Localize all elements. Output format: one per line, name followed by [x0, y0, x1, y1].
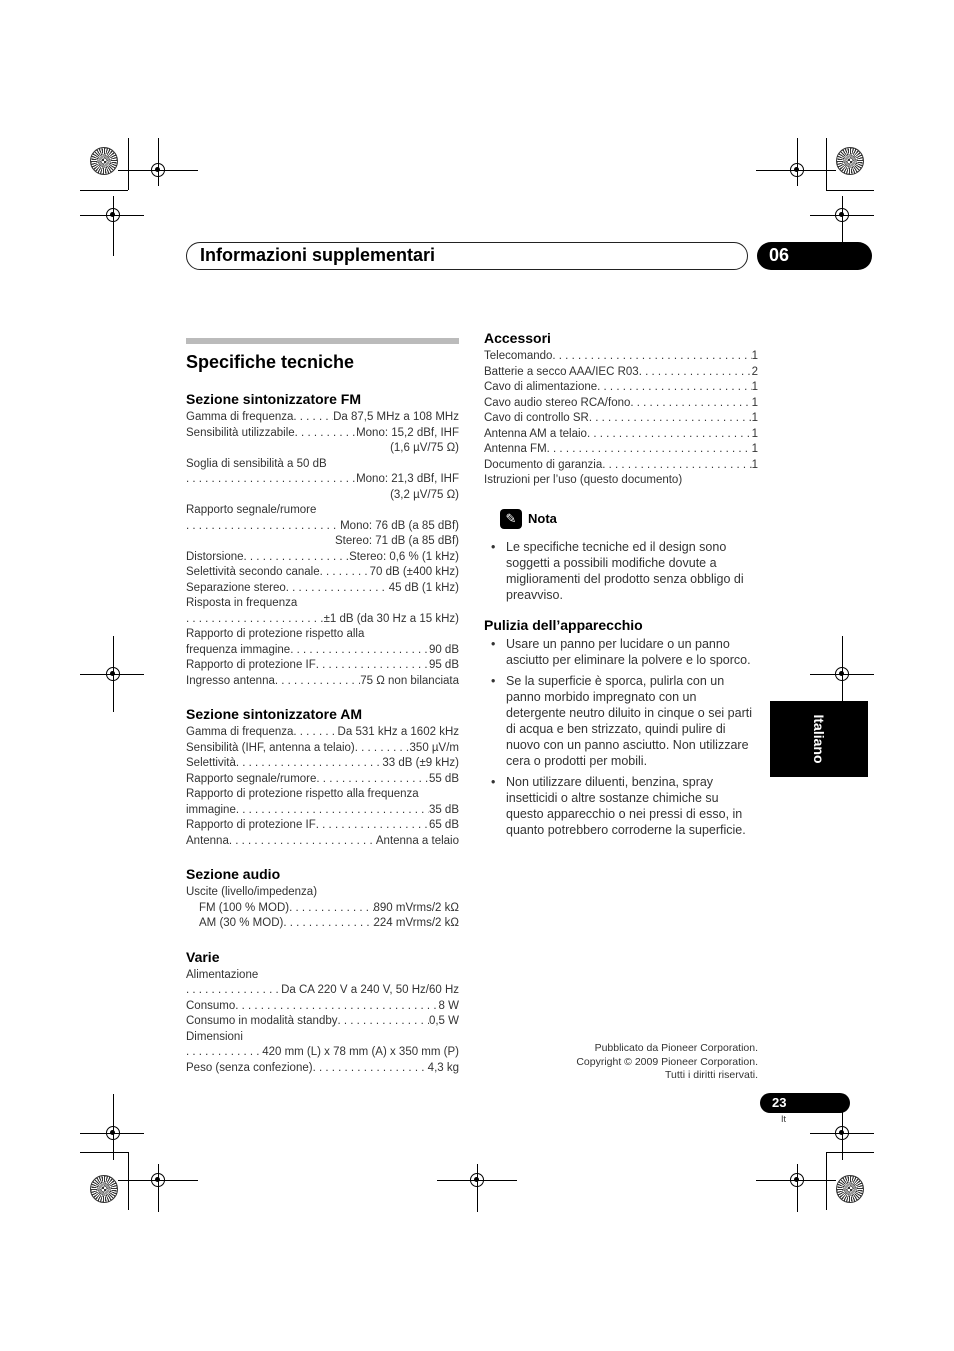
spec-label: Gamma di frequenza [186, 726, 294, 738]
spec-value: Stereo: 71 dB (a 85 dBf) [334, 535, 459, 547]
spec-row [186, 1045, 459, 1061]
fm-section-title: Sezione sintonizzatore FM [186, 391, 362, 407]
registration-star-icon [836, 1175, 864, 1203]
chapter-number: 06 [757, 242, 872, 270]
header-title: Informazioni supplementari [200, 245, 436, 265]
accessory-row [484, 411, 758, 427]
spec-label: Separazione stereo [186, 581, 286, 594]
spec-label: FM (100 % MOD) [199, 901, 290, 914]
spec-value: 75 Ω non bilanciata [360, 674, 459, 687]
spec-label: Alimentazione [186, 968, 259, 981]
spec-label: Sensibilità utilizzabile [186, 426, 295, 439]
accessory-label: Antenna FM [484, 443, 547, 455]
language-tab-label: Italiano [811, 714, 827, 764]
spec-label: Selettività secondo canale [186, 566, 320, 578]
registration-star-icon [90, 1175, 118, 1203]
spec-label: Rapporto segnale/rumore [186, 772, 317, 785]
specs-column [186, 338, 459, 1076]
note-header [500, 509, 758, 529]
accessory-label: Batterie a secco AAA/IEC R03 [484, 365, 639, 378]
spec-row [186, 756, 459, 772]
spec-row [186, 999, 459, 1015]
accessory-row [484, 442, 758, 458]
note-title: Nota [528, 511, 557, 526]
spec-row [186, 658, 459, 674]
accessories-title: Accessori [484, 330, 551, 346]
spec-value: Mono: 21,3 dBf, IHF [356, 473, 459, 485]
accessory-label: Istruzioni per l’uso (questo documento) [484, 474, 683, 486]
spec-value: 350 µV/m [409, 741, 459, 754]
spec-value: 8 W [438, 999, 459, 1012]
audio-section-title: Sezione audio [186, 866, 281, 882]
accessory-row [484, 349, 758, 365]
accessory-label: Cavo di alimentazione [484, 381, 598, 393]
language-tab [770, 701, 868, 777]
spec-row [186, 565, 459, 581]
accessory-qty: 1 [751, 443, 758, 455]
spec-row [186, 916, 459, 932]
spec-label: Rapporto di protezione rispetto alla [186, 628, 365, 640]
spec-row [186, 472, 459, 488]
spec-label: Distorsione [186, 550, 244, 563]
spec-row [186, 1014, 459, 1030]
registration-star-icon [90, 147, 118, 175]
spec-value: ±1 dB (da 30 Hz a 15 kHz) [323, 612, 459, 625]
info-column [484, 330, 758, 843]
note-list [484, 539, 758, 603]
accessory-qty: 1 [751, 427, 758, 440]
spec-label: AM (30 % MOD) [199, 917, 284, 929]
language-code: It [781, 1114, 787, 1124]
spec-value: Da CA 220 V a 240 V, 50 Hz/60 Hz [281, 984, 459, 996]
accessory-label: Documento di garanzia [484, 458, 603, 471]
spec-row [186, 834, 459, 850]
spec-row [186, 772, 459, 788]
spec-label: Consumo [186, 999, 236, 1012]
spec-value: 65 dB [428, 819, 459, 831]
spec-label: Selettività [186, 757, 236, 769]
spec-row [186, 1061, 459, 1077]
accessory-row [484, 396, 758, 412]
spec-label: Antenna [186, 834, 229, 847]
accessory-qty: 2 [751, 365, 758, 378]
rights-line: Tutti i diritti riservati. [665, 1069, 758, 1081]
spec-value: 90 dB [428, 643, 459, 656]
spec-value: Da 87,5 MHz a 108 MHz [333, 411, 459, 423]
spec-value: (1,6 µV/75 Ω) [390, 442, 459, 454]
spec-label: immagine [186, 803, 236, 816]
spec-value: Da 531 kHz a 1602 kHz [337, 726, 459, 738]
cleaning-title: Pulizia dell’apparecchio [484, 616, 643, 633]
spec-row [186, 725, 459, 741]
spec-value: 33 dB (±9 kHz) [382, 757, 459, 769]
list-item: • Le specifiche tecniche ed il design sono soggetti a possibili modifiche dovute a miglioramenti del prodotto senza obbligo di preavviso. [484, 539, 758, 603]
list-item: • Se la superficie è sporca, pulirla con un panno morbido impregnato con un detergente neutro diluito in cinque o sei parti di acqua e ben strizzato, quindi pulire di nuovo con un panno asciutto. Non utilizzare cera o prodotti per mobili. [484, 673, 758, 769]
accessory-row [484, 380, 758, 396]
spec-label: Uscite (livello/impedenza) [186, 886, 318, 898]
accessories-list [484, 349, 758, 489]
accessory-row [484, 458, 758, 474]
accessory-qty: 1 [751, 381, 758, 393]
spec-label: Rapporto di protezione IF [186, 659, 316, 671]
audio-specs [186, 885, 459, 932]
accessory-row [484, 365, 758, 381]
spec-value: 224 mVrms/2 kΩ [373, 917, 459, 929]
am-section-title: Sezione sintonizzatore AM [186, 706, 363, 722]
spec-label: Soglia di sensibilità a 50 dB [186, 457, 327, 470]
spec-value: Mono: 76 dB (a 85 dBf) [340, 519, 459, 532]
section-title: Specifiche tecniche [186, 352, 355, 372]
misc-section-title: Varie [186, 948, 220, 965]
page-number: 23 [760, 1093, 850, 1113]
spec-value: 45 dB (1 kHz) [388, 581, 459, 594]
spec-row [186, 901, 459, 917]
fm-specs [186, 410, 459, 689]
spec-label: Risposta in frequenza [186, 597, 298, 609]
section-divider [186, 338, 459, 344]
spec-row [186, 550, 459, 566]
spec-value: 890 mVrms/2 kΩ [373, 901, 459, 914]
accessory-qty: 1 [751, 458, 758, 471]
copyright-line: Copyright © 2009 Pioneer Corporation. [576, 1055, 758, 1068]
spec-row [186, 818, 459, 834]
spec-value: 35 dB [428, 803, 459, 816]
spec-row [186, 581, 459, 597]
spec-label: Rapporto segnale/rumore [186, 504, 317, 516]
publisher-info [576, 1042, 758, 1083]
spec-row [186, 983, 459, 999]
spec-label: Sensibilità (IHF, antenna a telaio) [186, 741, 355, 754]
spec-value: Antenna a telaio [375, 834, 459, 847]
accessory-label: Antenna AM a telaio [484, 427, 587, 440]
spec-row [186, 674, 459, 690]
pencil-icon: ✎ [500, 509, 522, 529]
spec-row [186, 612, 459, 628]
spec-value: 95 dB [428, 659, 459, 671]
spec-row [186, 803, 459, 819]
spec-value: 4,3 kg [427, 1061, 459, 1074]
misc-specs [186, 968, 459, 1077]
spec-label: frequenza immagine [186, 643, 291, 656]
spec-value: 0,5 W [428, 1015, 459, 1027]
accessory-qty: 1 [751, 412, 758, 424]
spec-label: Rapporto di protezione IF [186, 819, 316, 831]
spec-value: 55 dB [428, 772, 459, 785]
cleaning-list [484, 636, 758, 838]
accessory-label: Cavo di controllo SR [484, 412, 589, 424]
spec-label: Rapporto di protezione rispetto alla frequenza [186, 788, 419, 800]
am-specs [186, 725, 459, 849]
accessory-qty: 1 [751, 396, 758, 409]
spec-label: Consumo in modalità standby [186, 1015, 338, 1027]
accessory-label: Cavo audio stereo RCA/fono [484, 396, 631, 409]
spec-row [186, 410, 459, 426]
spec-row [186, 519, 459, 535]
accessory-label: Telecomando [484, 350, 553, 362]
spec-value: 420 mm (L) x 78 mm (A) x 350 mm (P) [262, 1046, 459, 1058]
spec-label: Dimensioni [186, 1030, 243, 1043]
spec-label: Ingresso antenna [186, 674, 275, 687]
list-item: • Non utilizzare diluenti, benzina, spray insetticidi o altre sostanze chimiche su questo apparecchio o nei pressi di esso, in quanto potrebbero corroderne la superficie. [484, 774, 758, 838]
spec-value: Stereo: 0,6 % (1 kHz) [349, 550, 459, 563]
spec-row [186, 426, 459, 442]
accessory-qty: 1 [751, 350, 758, 362]
publisher-line: Pubblicato da Pioneer Corporation. [594, 1042, 758, 1054]
spec-value: Mono: 15,2 dBf, IHF [356, 426, 459, 439]
spec-row [186, 643, 459, 659]
spec-label: Gamma di frequenza [186, 411, 294, 423]
spec-value: (3,2 µV/75 Ω) [390, 488, 459, 501]
registration-star-icon [836, 147, 864, 175]
accessory-row [484, 427, 758, 443]
spec-value: 70 dB (±400 kHz) [369, 566, 459, 578]
spec-row [186, 741, 459, 757]
spec-label: Peso (senza confezione) [186, 1061, 313, 1074]
list-item: • Usare un panno per lucidare o un panno asciutto per eliminare la polvere e lo sporco. [484, 636, 758, 668]
